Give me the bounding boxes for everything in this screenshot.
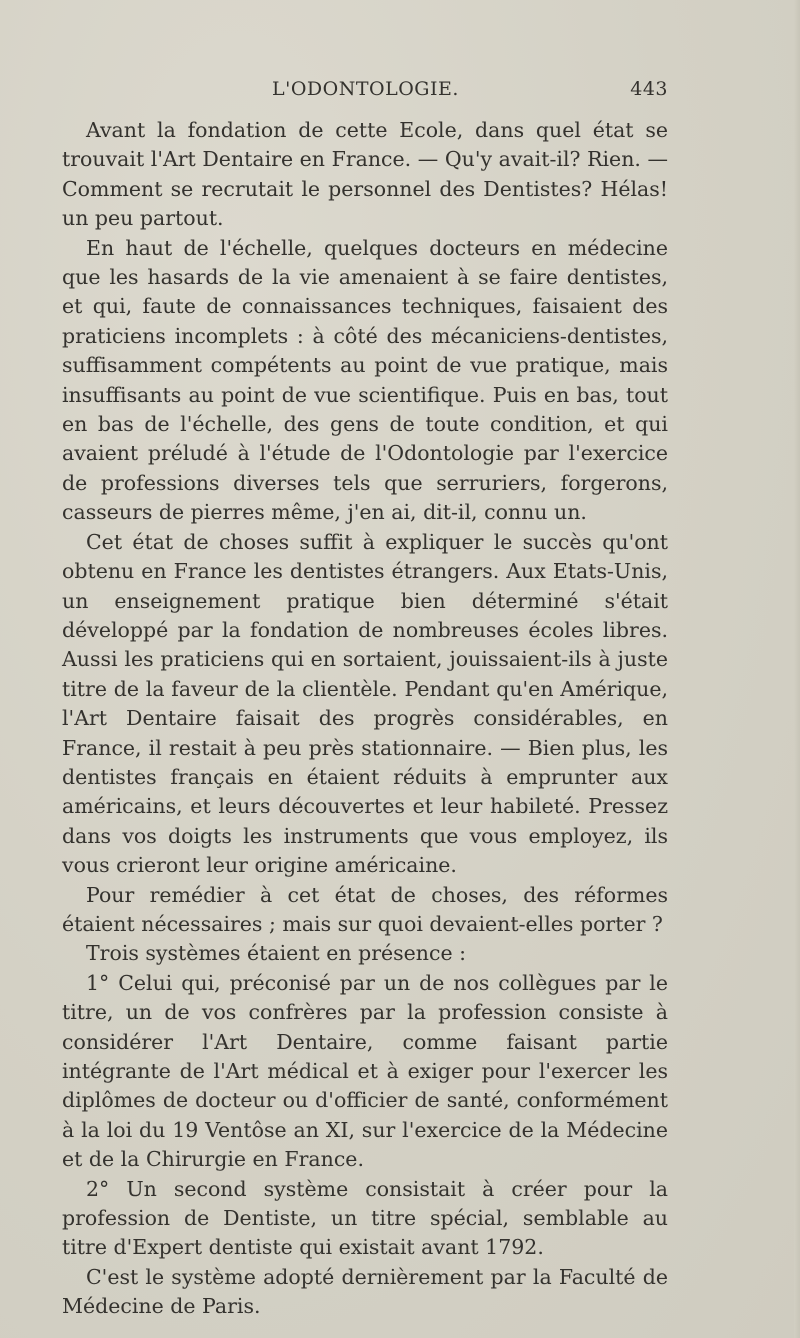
page-edge <box>794 0 800 1338</box>
page-number: 443 <box>630 78 668 100</box>
running-head <box>62 74 668 104</box>
body-text <box>62 116 668 1322</box>
paragraph-3: Cet état de choses suffit à expliquer le succès qu'ont obtenu en France les dentistes étrangers. Aux Etats-Unis, un enseignement pratique bien déterminé s'était développé par la fondation de nombreuses écoles libres. Aussi les praticiens qui en sortaient, jouissaient-ils à juste titre de la faveur de la clientèle. Pendant qu'en Amérique, l'Art Dentaire faisait des progrès considérables, en France, il restait à peu près stationnaire. — Bien plus, les dentistes français en étaient réduits à emprunter aux américains, et leurs découvertes et leur habileté. Pressez dans vos doigts les instruments que vous employez, ils vous crieront leur origine américaine. <box>62 529 668 878</box>
paragraph-1: Avant la fondation de cette Ecole, dans quel état se trouvait l'Art Dentaire en France. — Qu'y avait-il? Rien. — Comment se recrutait le personnel des Dentistes? Hélas! un peu partout. <box>62 118 668 231</box>
paragraph-8: C'est le système adopté dernièrement par la Faculté de Médecine de Paris. <box>62 1264 668 1319</box>
paragraph-6: 1° Celui qui, préconisé par un de nos collègues par le titre, un de vos confrères par la profession consiste à considérer l'Art Dentaire, comme faisant partie intégrante de l'Art médical et à exiger pour l'exercer les diplômes de docteur ou d'officier de santé, conformément à la loi du 19 Ventôse an XI, sur l'exercice de la Médecine et de la Chirurgie en France. <box>62 970 668 1172</box>
running-title: L'ODONTOLOGIE. <box>272 78 459 100</box>
paragraph-5: Trois systèmes étaient en présence : <box>86 941 467 966</box>
paragraph-4: Pour remédier à cet état de choses, des réformes étaient nécessaires ; mais sur quoi devaient-elles porter ? <box>62 882 668 936</box>
paragraph-2: En haut de l'échelle, quelques docteurs en médecine que les hasards de la vie amenaient à se faire dentistes, et qui, faute de connaissances techniques, faisaient des praticiens incomplets : à côté des mécaniciens-dentistes, suffisamment compétents au point de vue pratique, mais insuffisants au point de vue scientifique. Puis en bas, tout en bas de l'échelle, des gens de toute condition, et qui avaient préludé à l'étude de l'Odontologie par l'exercice de professions diverses tels que serruriers, forgerons, casseurs de pierres même, j'en ai, dit-il, connu un. <box>62 235 668 525</box>
paragraph-7: 2° Un second système consistait à créer pour la profession de Dentiste, un titre spécial, semblable au titre d'Expert dentiste qui existait avant 1792. <box>62 1176 668 1260</box>
